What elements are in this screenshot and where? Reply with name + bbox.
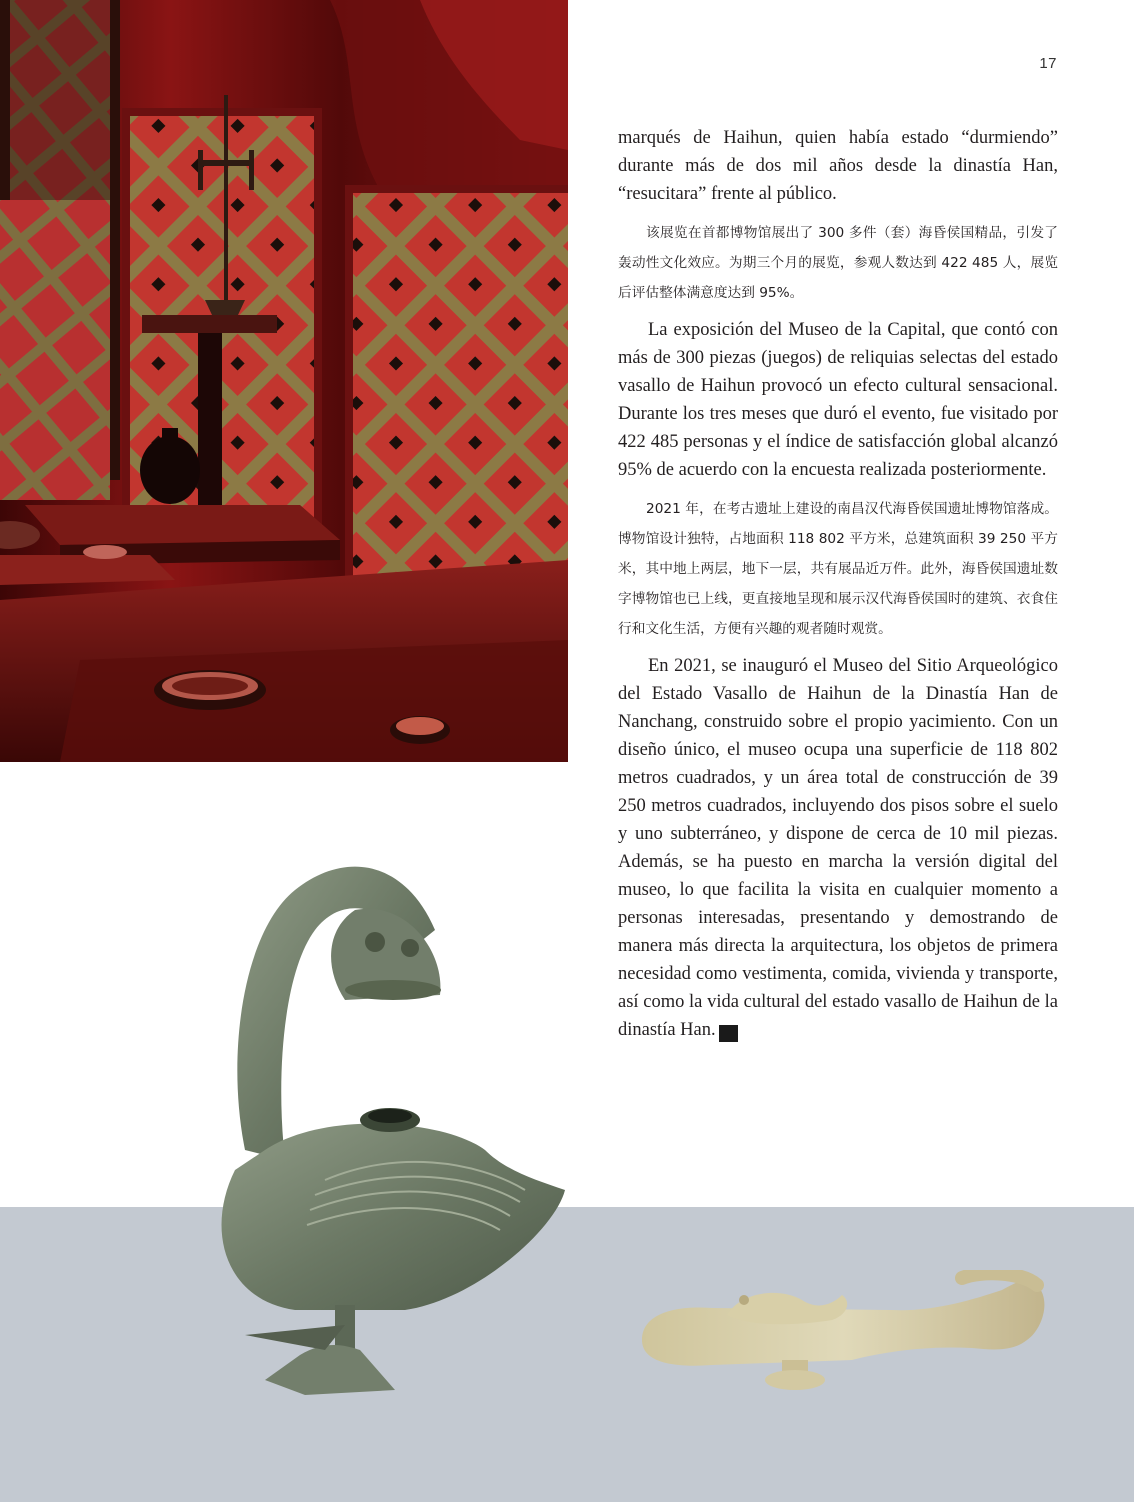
page-number: 17 [1039, 55, 1057, 72]
paragraph-spanish-3-text: En 2021, se inauguró el Museo del Sitio Arqueológico del Estado Vasallo de Haihun de la Dinastía Han de Nanchang, construido sobre el propio yacimiento. Con un diseño único, el museo ocupa una superficie de 118 802 metros cuadrados, y un área total de construcción de 39 250 metros cuadrados, incluyendo dos pisos sobre el suelo y uno subterráneo, y dispone de cerca de 10 mil piezas. Además, se ha puesto en marcha la versión digital del museo, lo que facilita la visita en cualquier momento a personas interesadas, presentando y demostrando de manera más directa la arquitectura, los objetos de primera necesidad como vestimenta, comida, vivienda y transporte, así como la vida cultural del estado vasallo de Haihun de la dinastía Han. [618, 656, 1058, 1040]
bronze-goose-lamp-image [205, 850, 575, 1410]
jade-belt-hook-image [632, 1270, 1064, 1400]
magazine-logo-icon: ռ [719, 1025, 738, 1042]
paragraph-spanish-2: La exposición del Museo de la Capital, que contó con más de 300 piezas (juegos) de reliquias selectas del estado vasallo de Haihun provocó un efecto cultural sensacional. Durante los tres meses que duró el evento, fue visitado por 422 485 personas y el índice de satisfacción global alcanzó 95% de acuerdo con la encuesta realizada posteriormente. [618, 320, 1058, 480]
paragraph-chinese-1: 该展览在首都博物馆展出了 300 多件（套）海昏侯国精品，引发了轰动性文化效应。为期三个月的展览，参观人数达到 422 485 人，展览后评估整体满意度达到 95%。 [618, 225, 1058, 301]
paragraph-spanish-1: marqués de Haihun, quien había estado “durmiendo” durante más de dos mil años desde la dinastía Han, “resucitara” frente al público. [618, 128, 1058, 204]
exhibition-hall-photo [0, 0, 568, 762]
paragraph-spanish-3 [618, 652, 1058, 1044]
article-text-column [618, 124, 1058, 1044]
paragraph-chinese-2: 2021 年，在考古遗址上建设的南昌汉代海昏侯国遗址博物馆落成。博物馆设计独特，占地面积 118 802 平方米，总建筑面积 39 250 平方米，其中地上两层，地下一层，共有展品近万件。此外，海昏侯国遗址数字博物馆也已上线，更直接地呈现和展示汉代海昏侯国时的建筑、衣食住行和文化生活，方便有兴趣的观者随时观赏。 [618, 501, 1058, 637]
